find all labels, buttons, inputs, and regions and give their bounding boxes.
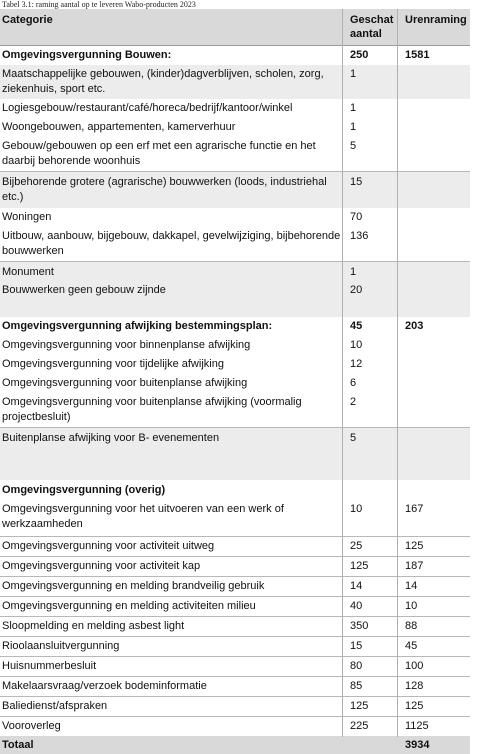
row-uren [397,355,470,374]
row-category: Omgevingsvergunning en melding activiteiten milieu [2,600,256,612]
row-category: Maatschappelijke gebouwen, (kinder)dagverblijven, scholen, zorg, ziekenhuis, sport etc. [2,68,324,95]
row-aantal: 14 [350,580,363,592]
row-uren: 203 [405,320,424,332]
row-uren [397,227,470,261]
row-aantal: 5 [350,432,357,444]
table-row [0,317,470,336]
row-category: Omgevingsvergunning afwijking bestemmingsplan: [2,320,273,332]
row-uren [397,99,470,118]
table-row [0,336,470,355]
row-aantal: 40 [350,600,363,612]
table-row [0,676,470,696]
row-aantal: 85 [350,680,363,692]
table-row [0,281,470,300]
row-uren [397,480,470,500]
row-aantal: 25 [350,540,363,552]
row-aantal: 125 [350,700,369,712]
row-uren: 100 [405,660,424,672]
row-category: Omgevingsvergunning voor activiteit uitweg [2,540,215,552]
table-row [0,208,470,227]
row-uren: 125 [405,540,424,552]
row-uren [397,172,470,208]
row-aantal: 250 [350,49,369,61]
row-uren [397,393,470,427]
header-geschat-aantal: Geschat aantal [350,14,394,40]
table-body [0,46,470,736]
row-category: Monument [2,266,54,278]
row-aantal: 2 [350,396,357,408]
row-category: Woningen [2,211,52,223]
row-category: Uitbouw, aanbouw, bijgebouw, dakkapel, gevelwijziging, bijbehorende bouwwerken [2,230,341,257]
row-aantal [342,480,397,500]
row-uren: 88 [405,620,418,632]
row-category: Baliedienst/afspraken [2,700,108,712]
row-aantal: 125 [350,560,369,572]
row-aantal: 136 [350,230,369,242]
row-uren [397,208,470,227]
row-category: Omgevingsvergunning voor tijdelijke afwijking [2,358,224,370]
table-row [0,300,470,317]
row-aantal: 80 [350,660,363,672]
header-urenraming: Urenraming [405,14,467,26]
table-row [0,656,470,676]
row-aantal: 350 [350,620,369,632]
table-header-row [0,9,470,46]
table-row [0,261,470,281]
table-row [0,393,470,427]
row-category: Makelaarsvraag/verzoek bodeminformatie [2,680,207,692]
row-category [0,300,342,317]
row-category: Sloopmelding en melding asbest light [2,620,185,632]
row-category: Vooroverleg [2,720,61,732]
table-total-row [0,736,470,754]
row-category: Omgevingsvergunning Bouwen: [2,49,172,61]
row-uren [397,118,470,137]
table-row [0,171,470,208]
table-row [0,696,470,716]
row-category: Omgevingsvergunning voor buitenplanse afwijking (voormalig projectbesluit) [2,396,302,423]
row-uren: 128 [405,680,424,692]
row-aantal: 10 [350,503,363,515]
table-row [0,636,470,656]
row-uren: 187 [405,560,424,572]
row-uren: 1581 [405,49,430,61]
table-row [0,716,470,736]
row-aantal: 1 [350,68,357,80]
row-uren: 10 [405,600,418,612]
row-category: Logiesgebouw/restaurant/café/horeca/bedrijf/kantoor/winkel [2,102,293,114]
row-uren [397,428,470,480]
table-row [0,427,470,480]
row-category: Bijbehorende grotere (agrarische) bouwwerken (loods, industriehal etc.) [2,176,327,203]
row-uren [397,336,470,355]
table-row [0,46,470,65]
row-uren: 14 [405,580,418,592]
row-aantal: 15 [350,640,363,652]
total-uren: 3934 [405,739,430,751]
table-row [0,500,470,536]
table-row [0,355,470,374]
row-aantal: 10 [350,339,363,351]
table-row [0,480,470,500]
row-uren [397,374,470,393]
table-row [0,99,470,118]
row-uren: 45 [405,640,418,652]
row-category: Omgevingsvergunning voor buitenplanse afwijking [2,377,248,389]
row-uren [397,262,470,281]
column-divider [342,9,343,737]
row-category: Omgevingsvergunning voor binnenplanse afwijking [2,339,251,351]
row-aantal: 225 [350,720,369,732]
row-uren: 167 [405,503,424,515]
table-row [0,556,470,576]
wabo-table [0,9,470,754]
total-aantal [342,736,397,754]
row-uren: 125 [405,700,424,712]
column-divider [397,9,398,737]
total-label: Totaal [2,739,34,751]
row-category: Omgevingsvergunning voor het uitvoeren van een werk of werkzaamheden [2,503,284,530]
row-category: Omgevingsvergunning (overig) [2,484,166,496]
table-row [0,65,470,99]
table-row [0,596,470,616]
row-aantal: 70 [350,211,363,223]
row-category: Omgevingsvergunning en melding brandveilig gebruik [2,580,265,592]
row-uren [397,300,470,317]
row-aantal: 6 [350,377,357,389]
row-category: Gebouw/gebouwen op een erf met een agrarische functie en het daarbij behorende woonhuis [2,140,316,167]
row-category: Buitenplanse afwijking voor B- evenementen [2,432,220,444]
table-row [0,536,470,556]
row-uren [397,281,470,300]
row-category: Woongebouwen, appartementen, kamerverhuur [2,121,236,133]
table-caption: Tabel 3.1: raming aantal op te leveren Wabo-producten 2023 [2,0,196,9]
row-aantal [342,300,397,317]
row-category: Omgevingsvergunning voor activiteit kap [2,560,201,572]
row-uren [397,65,470,99]
row-category: Huisnummerbesluit [2,660,97,672]
table-row [0,137,470,171]
row-aantal: 15 [350,176,363,188]
row-uren [397,137,470,171]
row-aantal: 12 [350,358,363,370]
row-category: Rioolaansluitvergunning [2,640,120,652]
row-aantal: 1 [350,102,357,114]
table-row [0,118,470,137]
table-row [0,576,470,596]
row-aantal: 20 [350,284,363,296]
row-aantal: 1 [350,121,357,133]
row-aantal: 5 [350,140,357,152]
table-row [0,227,470,261]
table-row [0,374,470,393]
row-aantal: 45 [350,320,363,332]
row-uren: 1125 [405,720,429,732]
row-category: Bouwwerken geen gebouw zijnde [2,284,166,296]
table-row [0,616,470,636]
header-categorie: Categorie [2,14,53,26]
row-aantal: 1 [350,266,357,278]
